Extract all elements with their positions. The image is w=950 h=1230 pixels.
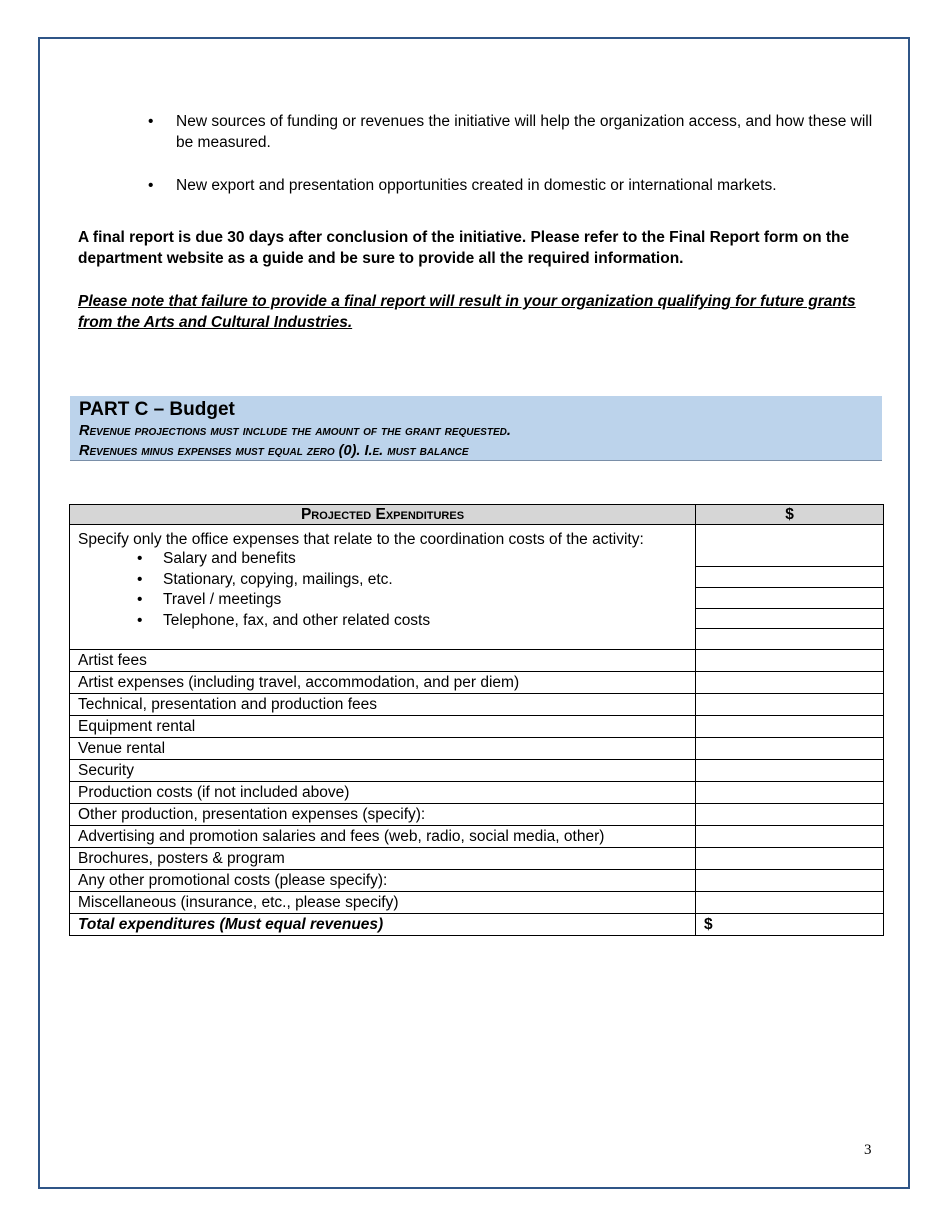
amount-field[interactable] bbox=[696, 716, 884, 738]
amount-field[interactable] bbox=[696, 804, 884, 826]
amount-field[interactable] bbox=[696, 848, 884, 870]
budget-instruction-1: Revenue projections must include the amount of the grant requested. bbox=[79, 423, 511, 439]
amount-field-office-intro[interactable] bbox=[696, 525, 883, 567]
table-row bbox=[70, 760, 884, 782]
office-item: • Salary and benefits bbox=[163, 549, 695, 570]
row-label: Venue rental bbox=[70, 738, 696, 760]
budget-title: PART C – Budget bbox=[79, 399, 235, 420]
budget-section-header bbox=[70, 396, 882, 461]
amount-field-salary[interactable] bbox=[696, 567, 883, 588]
row-label: Any other promotional costs (please specify): bbox=[70, 870, 696, 892]
final-report-notice: A final report is due 30 days after conclusion of the initiative. Please refer to the Final Report form on the department website as a guide and be sure to provide all the required information. bbox=[78, 229, 850, 267]
total-row bbox=[70, 914, 884, 936]
bullet-item: • New sources of funding or revenues the initiative will help the organization access, and how these will be measured. bbox=[148, 111, 878, 153]
table-row bbox=[70, 694, 884, 716]
table-row bbox=[70, 782, 884, 804]
amount-field[interactable] bbox=[696, 760, 884, 782]
total-amount-field[interactable]: $ bbox=[696, 914, 884, 936]
table-row bbox=[70, 716, 884, 738]
office-amounts bbox=[696, 525, 884, 650]
office-item: • Travel / meetings bbox=[163, 590, 695, 611]
budget-instruction-2: Revenues minus expenses must equal zero (0). I.e. must balance bbox=[79, 443, 469, 459]
table-row bbox=[70, 848, 884, 870]
total-label: Total expenditures (Must equal revenues) bbox=[70, 914, 696, 936]
table-row bbox=[70, 870, 884, 892]
row-label: Production costs (if not included above) bbox=[70, 782, 696, 804]
table-row bbox=[70, 826, 884, 848]
table-row bbox=[70, 892, 884, 914]
row-label: Technical, presentation and production fees bbox=[70, 694, 696, 716]
office-expenses-list bbox=[70, 549, 695, 631]
office-expenses-row bbox=[70, 525, 884, 650]
amount-field[interactable] bbox=[696, 782, 884, 804]
row-label: Artist fees bbox=[70, 650, 696, 672]
office-item: • Stationary, copying, mailings, etc. bbox=[163, 570, 695, 591]
amount-field[interactable] bbox=[696, 672, 884, 694]
table-row bbox=[70, 650, 884, 672]
failure-warning: Please note that failure to provide a final report will result in your organization qualifying for future grants from the Arts and Cultural Industries. bbox=[78, 293, 856, 331]
table-row bbox=[70, 738, 884, 760]
bullet-list bbox=[148, 111, 878, 218]
amount-field[interactable] bbox=[696, 826, 884, 848]
amount-field-travel[interactable] bbox=[696, 609, 883, 629]
expenditures-table bbox=[69, 504, 884, 936]
office-expenses-intro: Specify only the office expenses that relate to the coordination costs of the activity: bbox=[78, 531, 644, 548]
amount-field[interactable] bbox=[696, 650, 884, 672]
row-label: Advertising and promotion salaries and fees (web, radio, social media, other) bbox=[70, 826, 696, 848]
row-label: Brochures, posters & program bbox=[70, 848, 696, 870]
table-row bbox=[70, 672, 884, 694]
office-item: • Telephone, fax, and other related costs bbox=[163, 611, 695, 632]
row-label: Artist expenses (including travel, accommodation, and per diem) bbox=[70, 672, 696, 694]
row-label: Equipment rental bbox=[70, 716, 696, 738]
amount-field-telephone[interactable] bbox=[696, 629, 883, 649]
page-number: 3 bbox=[864, 1142, 872, 1158]
amount-field[interactable] bbox=[696, 892, 884, 914]
bullet-item: • New export and presentation opportunities created in domestic or international markets. bbox=[148, 175, 878, 196]
amount-field[interactable] bbox=[696, 870, 884, 892]
row-label: Security bbox=[70, 760, 696, 782]
row-label: Other production, presentation expenses (specify): bbox=[70, 804, 696, 826]
office-expenses-description bbox=[70, 525, 696, 650]
amount-field[interactable] bbox=[696, 694, 884, 716]
header-amount: $ bbox=[696, 505, 884, 525]
table-row bbox=[70, 804, 884, 826]
header-projected-expenditures: Projected Expenditures bbox=[70, 505, 696, 525]
amount-field-stationary[interactable] bbox=[696, 588, 883, 609]
amount-field[interactable] bbox=[696, 738, 884, 760]
row-label: Miscellaneous (insurance, etc., please specify) bbox=[70, 892, 696, 914]
